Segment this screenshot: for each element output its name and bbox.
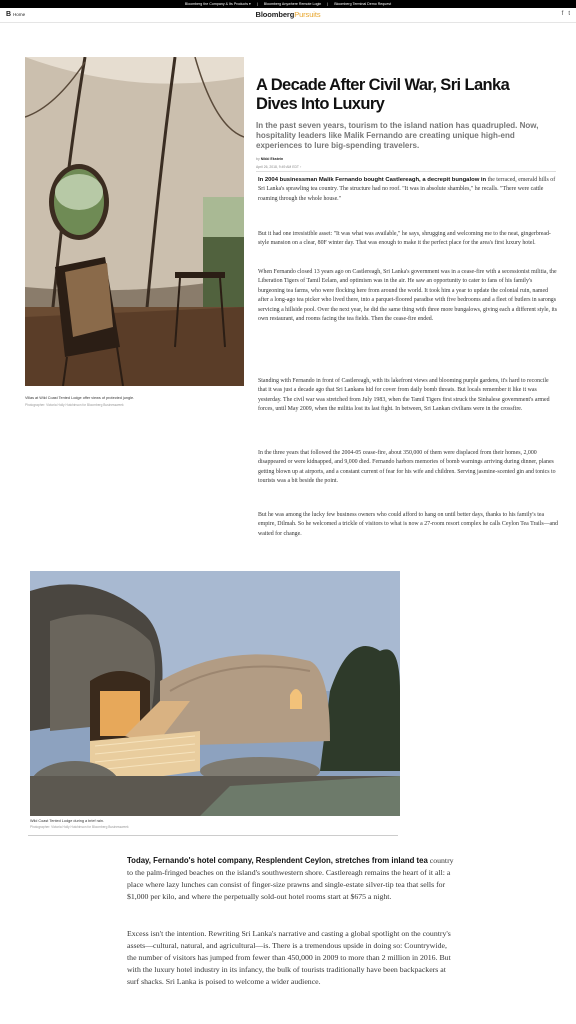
paragraph-5: In the three years that followed the 2004-05 cease-fire, about 350,000 of them were displaced from their homes, 2,000 disappeared or were kidnapped, and 9,000 died. Fernando harbors memories of bomb warnings arriving during dinner, planes getting blown up at airports, and a constant current of fear for his wife and children. Serving jasmine-scented gin and tonics to tourists was a bit beside the point. (258, 450, 556, 485)
article-byline (256, 157, 283, 161)
brand-bloomberg: Bloomberg (255, 10, 295, 19)
hero-caption: Villas at Wild Coast Tented Lodge offer views of protected jungle. (25, 396, 135, 400)
article-date: April 26, 2018, 9:49 AM EDT ↑ (256, 165, 302, 169)
topbar-link-company[interactable]: Bloomberg the Company & Its Products ▾ (184, 2, 251, 6)
hero-credit: Photographer: Victoria Holly Hutchinson for Bloomberg Businessweek (25, 403, 124, 407)
lodge-caption: Wild Coast Tented Lodge during a brief rain. (30, 819, 105, 823)
topbar-divider: | (256, 2, 258, 6)
paragraph-6: But he was among the lucky few business owners who could afford to hang on until better days, thanks to his family's tea empire, Dilmah. So he welcomed a trickle of visitors to what is now a 27-room resort complex he calls Ceylon Tea Trails—and waited for change. (258, 512, 559, 537)
topbar-divider: | (327, 2, 329, 6)
section-divider (28, 835, 398, 836)
topbar-link-remote-login[interactable]: Bloomberg Anywhere Remote Login (263, 2, 322, 6)
site-navbar (0, 8, 576, 23)
topbar-link-demo-request[interactable]: Bloomberg Terminal Demo Request (334, 2, 392, 6)
author-link[interactable]: Nikki Ekstein (260, 157, 284, 161)
hero-photo (25, 57, 244, 386)
paragraph-7-rest: country to the palm-fringed beaches on the island's southwestern shore. Castlereagh remains the heart of it all: a place where lazy lunches can consist of finger-size prawns and single-estate silver-tip tea that sells for $1,000 per kilo, and where the perpetually sold-out hotel rooms start at $675 a night. (127, 856, 454, 901)
brand-pursuits: Pursuits (294, 10, 321, 19)
article-headline: A Decade After Civil War, Sri Lanka Dives Into Luxury (256, 76, 510, 113)
home-label: Home (13, 12, 26, 17)
paragraph-1-rest: the terraced, emerald hills of Sri Lanka's sprawling tea country. The structure had no roof. "It was in absolute shambles," he recalls. "There were cattle roaming through the whole house." (258, 177, 556, 202)
pursuits-logo[interactable] (0, 10, 576, 19)
article-dek: In the past seven years, tourism to the island nation has quadrupled. Now, hospitality leaders like Malik Fernando are creating unique high-end experiences to lure big-spending travelers. (256, 121, 539, 151)
paragraph-7 (127, 855, 457, 903)
paragraph-8: Excess isn't the intention. Rewriting Sri Lanka's narrative and casting a global spotlight on the country's assets—cultural, natural, and agricultural—is. There is a tremendous upside in doing so: Countrywide, the number of visitors has jumped from fewer than 450,000 in 2009 to more than 2 million in 2016. But with the luxury hotel industry in its infancy, the bulk of tourists traditionally have been backpackers at surf shacks. Sri Lanka is poised to welcome a wider audience. (127, 929, 451, 986)
paragraph-1-lead: In 2004 businessman Malik Fernando bought Castlereagh, a decrepit bungalow in (258, 177, 487, 183)
paragraph-3: When Fernando closed 13 years ago on Castlereagh, Sri Lanka's government was in a cease-fire with a secessionist militia, the Liberation Tigers of Tamil Eelam, and optimism was in the air. He saw an opportunity to cater to fans of his family's burgeoning tea farms, who were flocking here from around the world. It took him a year to update the colonial ruin, named after a long-ago tea picker who lived there, into a parquet-floored paradise with five bedrooms and a fleet of butlers in sarongs servicing a hillside pool. Over the next year, he did the same thing with three more bungalows, giving each a different style, its own restaurant, and rooms facing the tea fields. Then the cease-fire ended. (258, 269, 558, 323)
lodge-credit: Photographer: Victoria Holly Hutchinson for Bloomberg Businessweek (30, 825, 129, 829)
top-utility-bar (0, 0, 576, 8)
bloomberg-logo-icon: B (6, 11, 12, 18)
lodge-photo (30, 571, 400, 816)
paragraph-1 (258, 176, 558, 204)
paragraph-4: Standing with Fernando in front of Castlereagh, with its lakefront views and blooming purple gardens, it's hard to reconcile that it was just a decade ago that Sri Lankans hid for cover from daily bomb threats. But locals remember it like it was yesterday. The civil war was stretched from July 1983, when the Tamil Tigers first struck the Sinhalese government's armed forces, until May 2009, when the militia lost its last fight. In between, Sri Lankan civilians were in the crossfire. (258, 378, 550, 413)
paragraph-2: But it had one irresistible asset: "It was what was available," he says, shrugging and welcoming me to the neat, gingerbread-style mansion on a clear, 80F winter day. That was enough to make it the perfect place for the area's first luxury hotel. (258, 231, 551, 247)
byline-prefix: by (256, 157, 260, 161)
header-divider (256, 171, 556, 172)
facebook-icon[interactable]: f (561, 11, 564, 17)
twitter-icon[interactable]: t (568, 11, 570, 17)
social-share (562, 11, 570, 17)
paragraph-7-lead: Today, Fernando's hotel company, Resplendent Ceylon, stretches from inland tea (127, 856, 428, 865)
